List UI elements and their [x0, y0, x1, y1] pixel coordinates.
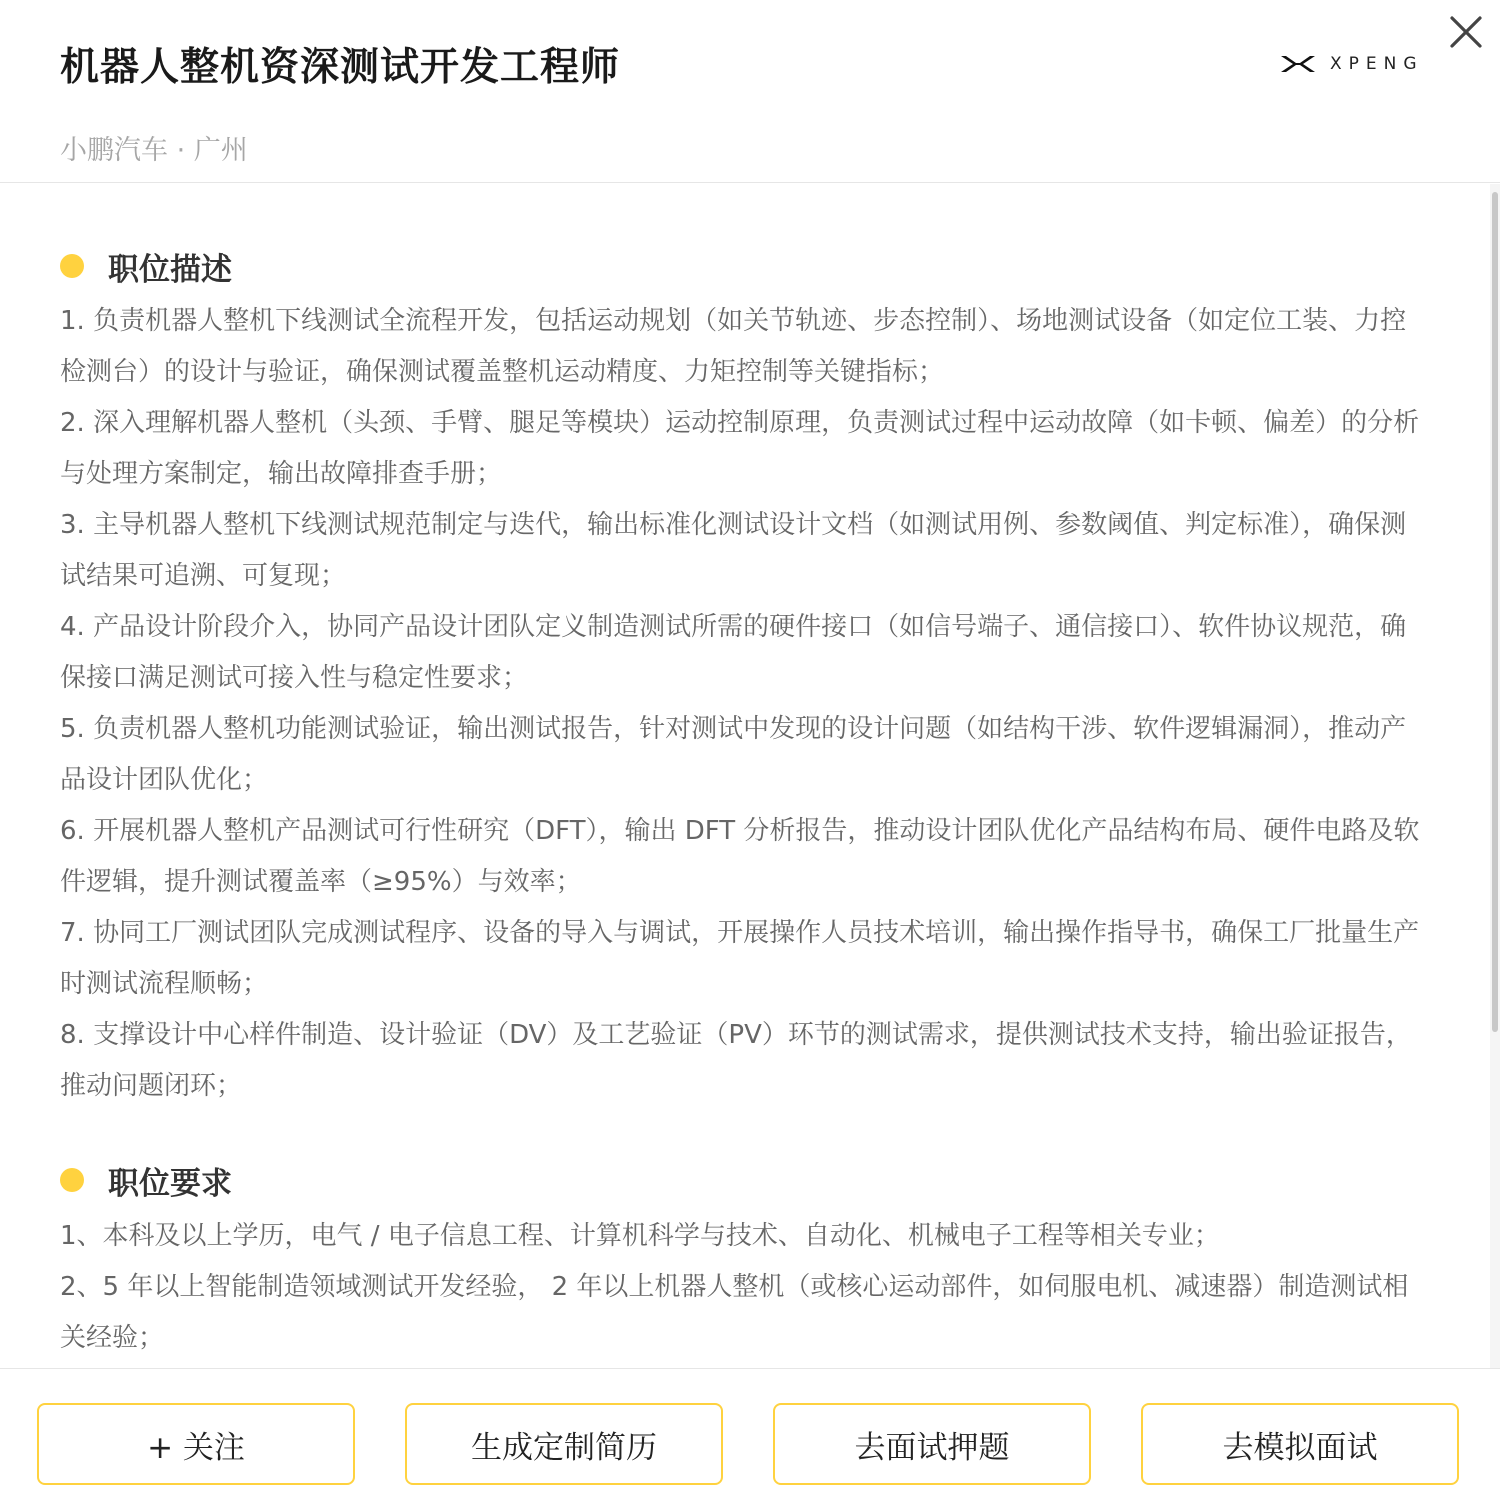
description-item: 5. 负责机器人整机功能测试验证，输出测试报告，针对测试中发现的设计问题（如结构干涉、软件逻辑漏洞），推动产品设计团队优化；	[60, 714, 1407, 795]
company-logo	[1280, 50, 1424, 78]
description-item: 6. 开展机器人整机产品测试可行性研究（DFT），输出 DFT 分析报告，推动设计团队优化产品结构布局、硬件电路及软件逻辑，提升测试覆盖率（≥95%）与效率；	[60, 816, 1420, 897]
scrollbar-thumb[interactable]	[1492, 192, 1498, 1032]
description-item: 8. 支撑设计中心样件制造、设计验证（DV）及工艺验证（PV）环节的测试需求，提供测试技术支持，输出验证报告，推动问题闭环；	[60, 1020, 1412, 1101]
section-description-header	[60, 246, 232, 286]
section-requirements-header	[60, 1160, 232, 1200]
mock-interview-button[interactable]: 去模拟面试	[1141, 1403, 1459, 1485]
requirement-item: 1、本科及以上学历，电气 / 电子信息工程、计算机科学与技术、自动化、机械电子工程等相关专业；	[60, 1221, 1220, 1251]
scrollbar[interactable]	[1490, 184, 1500, 1368]
description-item: 2. 深入理解机器人整机（头颈、手臂、腿足等模块）运动控制原理，负责测试过程中运动故障（如卡顿、偏差）的分析与处理方案制定，输出故障排查手册；	[60, 408, 1420, 489]
close-icon	[1446, 12, 1486, 52]
xpeng-logo-icon	[1280, 54, 1316, 74]
section-title: 职位要求	[108, 1165, 232, 1202]
description-item: 1. 负责机器人整机下线测试全流程开发，包括运动规划（如关节轨迹、步态控制）、场地测试设备（如定位工装、力控检测台）的设计与验证，确保测试覆盖整机运动精度、力矩控制等关键指标；	[60, 306, 1407, 387]
action-bar	[0, 1368, 1500, 1506]
bullet-dot-icon	[60, 254, 84, 278]
description-item: 7. 协同工厂测试团队完成测试程序、设备的导入与调试，开展操作人员技术培训，输出操作指导书，确保工厂批量生产时测试流程顺畅；	[60, 918, 1420, 999]
job-detail-scroll-area[interactable]	[0, 184, 1490, 1368]
job-title: 机器人整机资深测试开发工程师	[60, 45, 621, 90]
company-location: 小鹏汽车 · 广州	[60, 135, 248, 166]
section-requirements-body	[60, 1211, 1420, 1364]
bullet-dot-icon	[60, 1168, 84, 1192]
interview-questions-button[interactable]: 去面试押题	[773, 1403, 1091, 1485]
follow-button[interactable]: + 关注	[37, 1403, 355, 1485]
section-title: 职位描述	[108, 251, 232, 288]
requirement-item: 2、5 年以上智能制造领域测试开发经验， 2 年以上机器人整机（或核心运动部件，如伺服电机、减速器）制造测试相关经验；	[60, 1272, 1409, 1353]
description-item: 4. 产品设计阶段介入，协同产品设计团队定义制造测试所需的硬件接口（如信号端子、通信接口）、软件协议规范，确保接口满足测试可接入性与稳定性要求；	[60, 612, 1407, 693]
description-item: 3. 主导机器人整机下线测试规范制定与迭代，输出标准化测试设计文档（如测试用例、参数阈值、判定标准），确保测试结果可追溯、可复现；	[60, 510, 1407, 591]
close-button[interactable]	[1446, 12, 1486, 52]
logo-text: XPENG	[1330, 54, 1424, 74]
generate-resume-button[interactable]: 生成定制简历	[405, 1403, 723, 1485]
job-header	[0, 0, 1500, 183]
section-description-body	[60, 296, 1420, 1112]
